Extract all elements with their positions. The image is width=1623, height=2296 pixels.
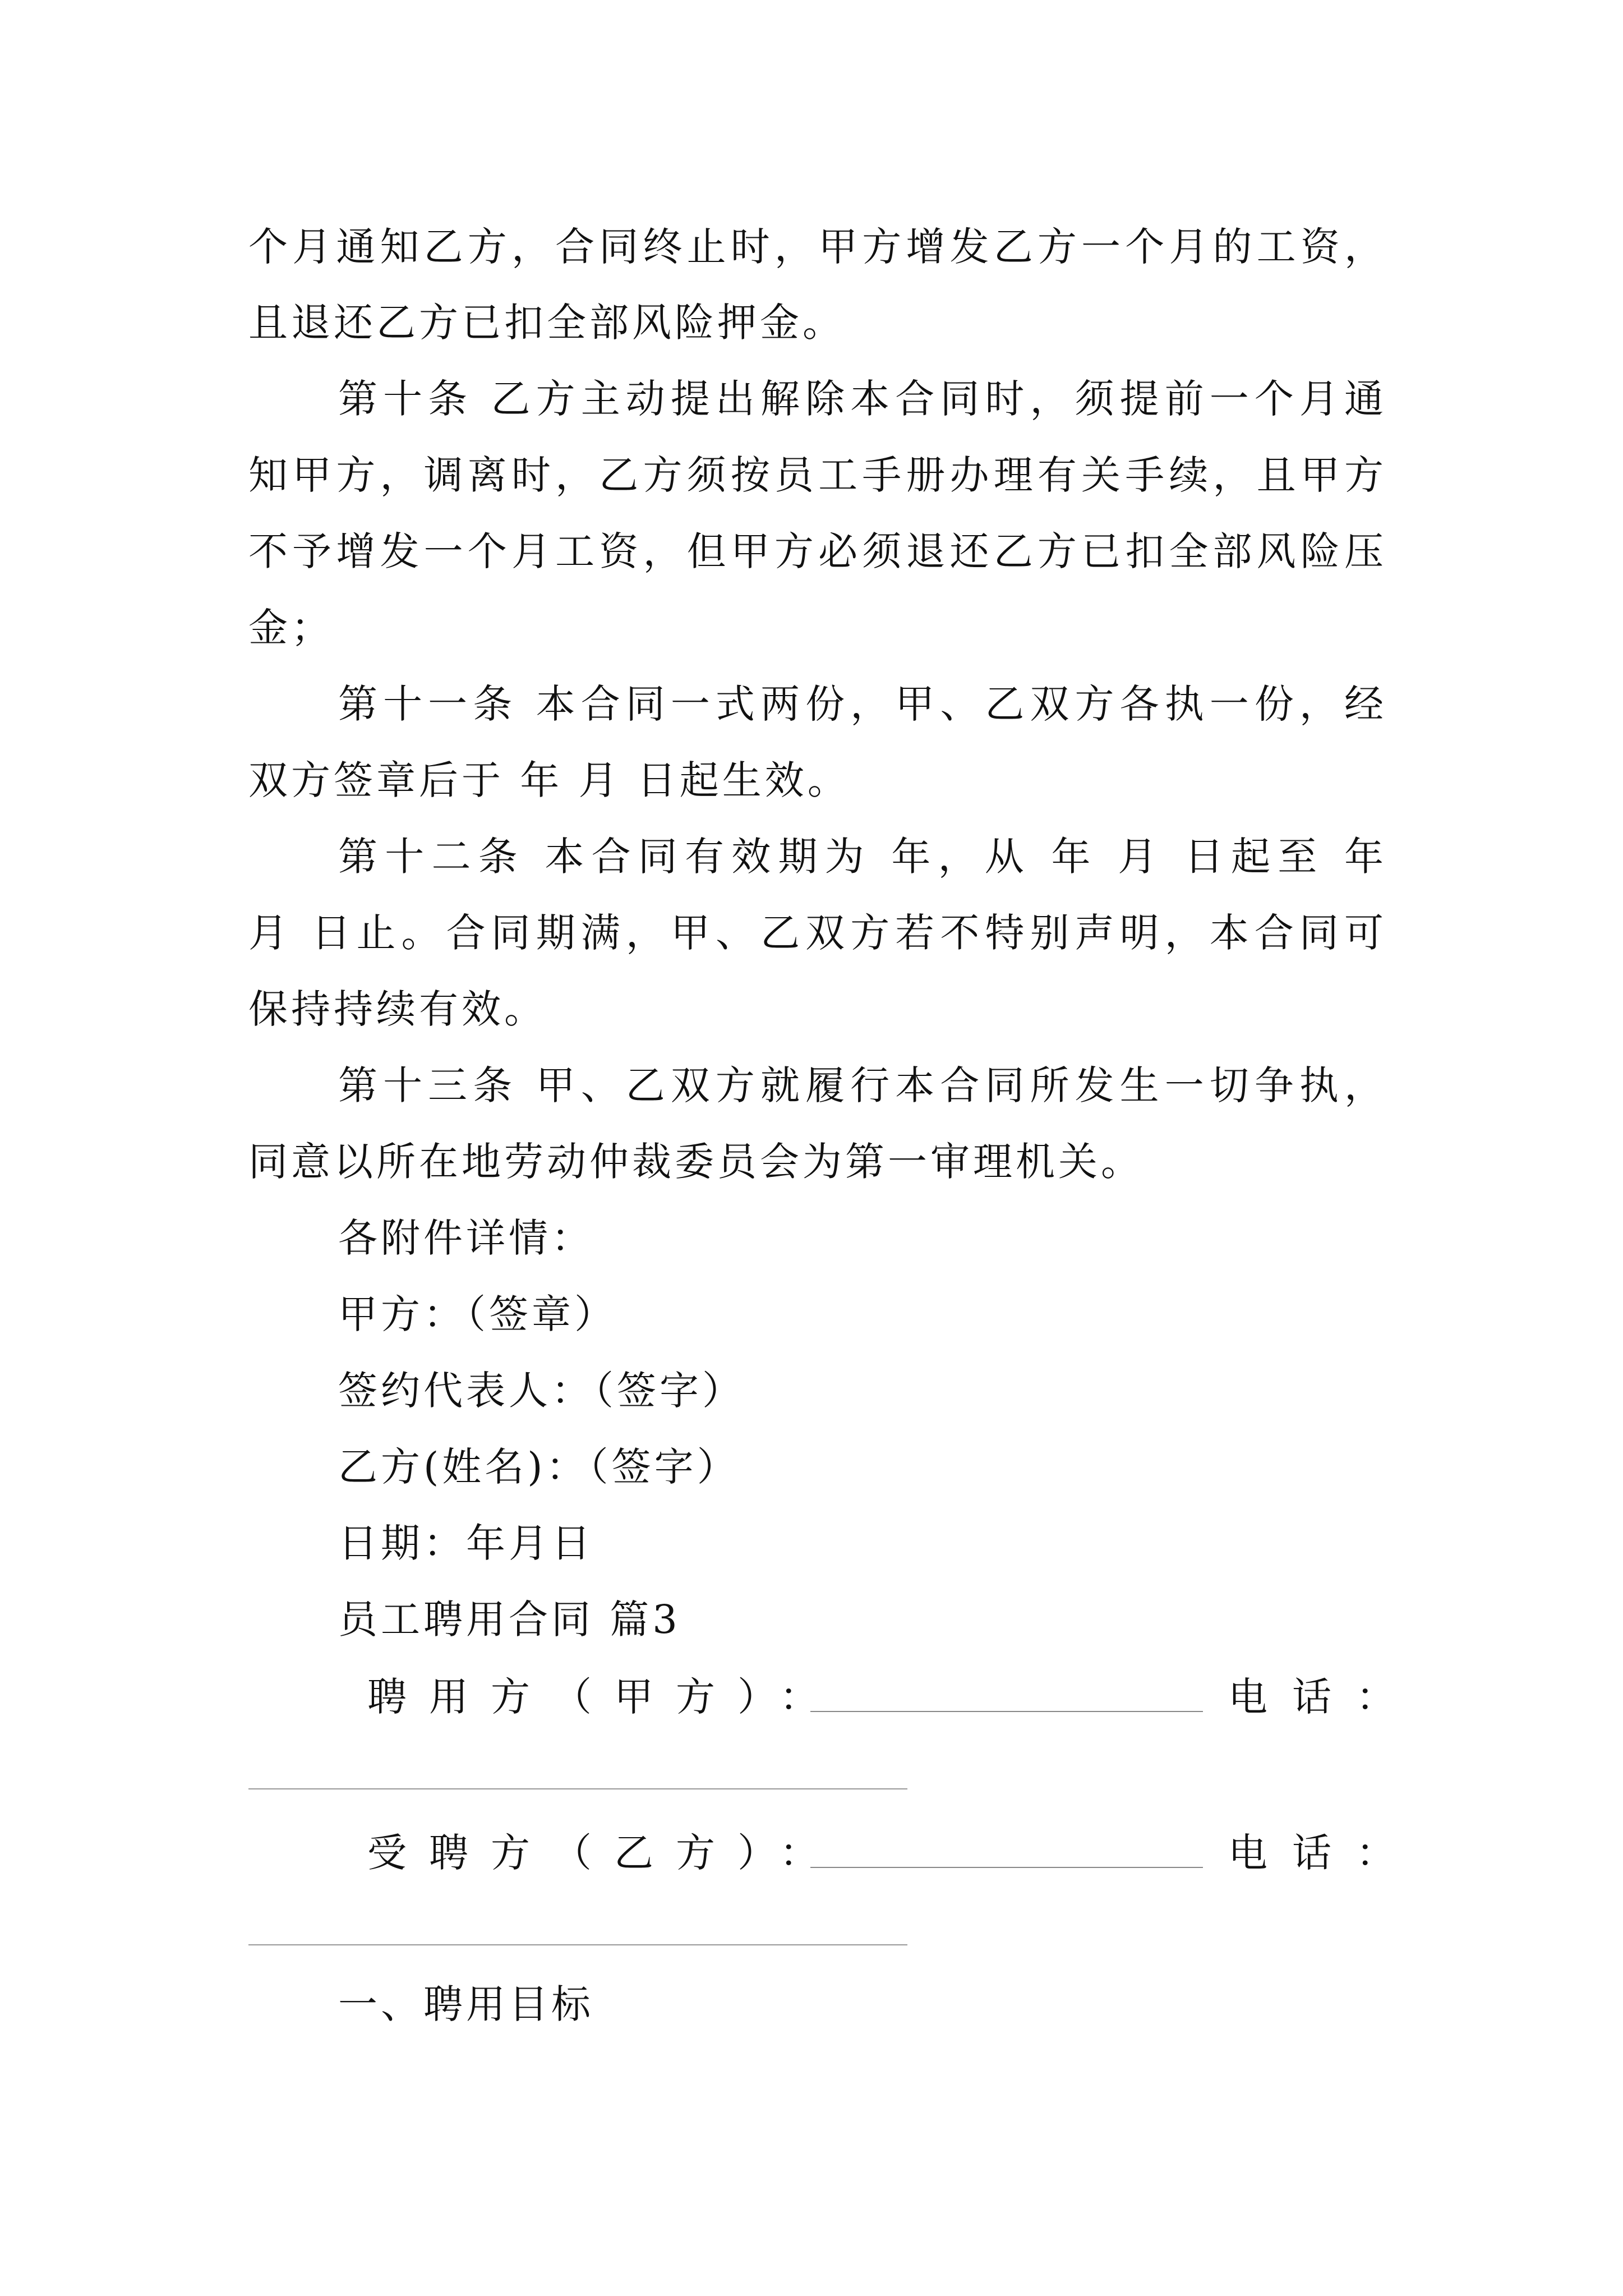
- article-12-line: 第十二条 本合同有效期为 年，从 年 月 日起至 年: [338, 834, 1387, 880]
- text-line: 双方签章后于 年 月 日起生效。: [248, 757, 850, 803]
- article-13-line: 第十三条 甲、乙双方就履行本合同所发生一切争执，: [338, 1062, 1387, 1108]
- article-10-line: 第十条 乙方主动提出解除本合同时，须提前一个月通: [338, 376, 1387, 422]
- section-title: 员工聘用合同 篇3: [338, 1596, 681, 1642]
- employer-label: 聘用方（甲方）：: [367, 1674, 841, 1720]
- employer-blank: [810, 1711, 1203, 1712]
- employee-label: 受聘方（乙方）：: [367, 1830, 841, 1876]
- fill-in-rule: [248, 1944, 907, 1945]
- text-line: 月 日止。合同期满，甲、乙双方若不特别声明，本合同可: [248, 910, 1387, 956]
- text-line: 保持持续有效。: [248, 986, 547, 1032]
- text-line: 同意以所在地劳动仲裁委员会为第一审理机关。: [248, 1139, 1144, 1185]
- phone-label: 电话：: [1228, 1830, 1420, 1876]
- text-line: 个月通知乙方，合同终止时，甲方增发乙方一个月的工资，: [248, 224, 1387, 270]
- section-heading: 一、聘用目标: [338, 1981, 594, 2027]
- article-11-line: 第十一条 本合同一式两份，甲、乙双方各执一份，经: [338, 681, 1387, 727]
- representative-sign-line: 签约代表人：（签字）: [338, 1368, 745, 1414]
- text-line: 知甲方，调离时，乙方须按员工手册办理有关手续，且甲方: [248, 452, 1387, 498]
- text-line: 不予增发一个月工资，但甲方必须退还乙方已扣全部风险压: [248, 528, 1387, 574]
- text-line: 金；: [248, 605, 334, 651]
- fill-in-rule: [248, 1788, 907, 1789]
- text-line: 且退还乙方已扣全部风险押金。: [248, 300, 845, 346]
- employee-blank: [810, 1867, 1203, 1868]
- party-a-sign-line: 甲方：（签章）: [338, 1291, 617, 1337]
- date-line: 日期：年月日: [338, 1520, 594, 1566]
- phone-label: 电话：: [1228, 1674, 1420, 1720]
- attachments-line: 各附件详情：: [338, 1215, 594, 1261]
- party-b-sign-line: 乙方(姓名)：（签字）: [338, 1444, 740, 1490]
